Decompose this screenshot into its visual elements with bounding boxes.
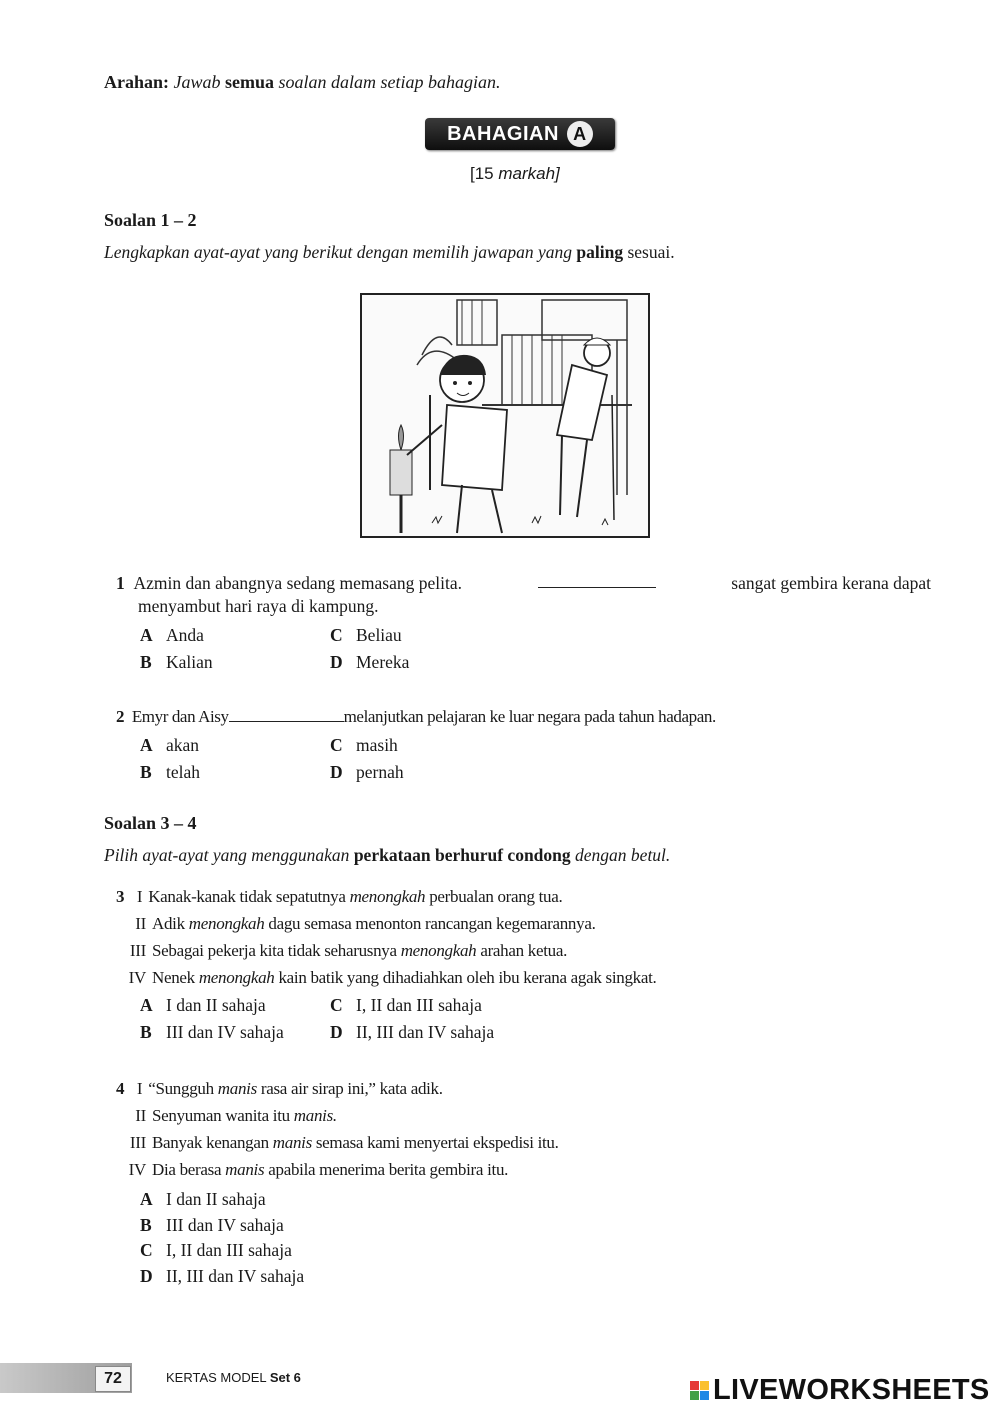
q4-statements-2-roman: III [129,1133,146,1152]
q2-options-2-text: telah [166,762,201,782]
q1-options-0-text: Anda [166,625,204,645]
q3-statements-1-b: dagu semasa menonton rancangan kegemarannya. [268,914,596,933]
group2-title: Soalan 3 – 4 [104,813,197,833]
q3-options-3-letter: D [330,1022,343,1042]
q2-options-3-text: pernah [356,762,404,782]
instruction-label: Arahan: [104,72,170,92]
q4-options-0-text: I dan II sahaja [166,1189,266,1209]
footer-label: KERTAS MODEL [166,1370,267,1385]
option-a[interactable] [140,625,330,646]
q1-options-1-text: Beliau [356,625,402,645]
group1-instr_c: sesuai. [627,242,675,262]
q3-statements-0-roman: I [136,887,143,906]
illustration [360,293,650,538]
option-d[interactable] [330,762,540,783]
answer-blank[interactable] [229,709,344,722]
footer-label [166,1370,301,1385]
footer-set: Set 6 [269,1370,301,1385]
q4-options-3-text: II, III dan IV sahaja [166,1265,305,1286]
q4-options-3-letter: D [140,1265,153,1286]
section-marks_num: [15 [470,164,494,183]
q2-options-0-letter: A [140,735,153,755]
question-3 [116,883,656,991]
option-b[interactable] [140,1213,304,1239]
liveworksheets-brand [690,1374,990,1407]
option-c[interactable] [330,735,540,756]
q2-options-0-text: akan [166,735,200,755]
q4-statements-1-word: manis. [293,1106,337,1125]
q2-num: 2 [116,707,125,726]
q4-statements-3-a: Dia berasa [152,1160,222,1179]
q4-options-2-text: I, II dan III sahaja [166,1240,292,1260]
group2-instr_b: perkataan berhuruf condong [353,845,571,865]
section-marks_word: markah] [498,164,560,183]
q2-options-2-letter: B [140,762,152,782]
q1-text_b: sangat gembira kerana dapat [731,573,931,593]
q4-statements-0-word: manis [217,1079,257,1098]
group1-title: Soalan 1 – 2 [104,210,197,230]
group1-instr_b: paling [576,242,624,262]
section-marks [470,164,560,184]
group2-instr_a: Pilih ayat-ayat yang menggunakan [104,845,350,865]
q3-statements-0-b: perbualan orang tua. [429,887,563,906]
q3-statements-2-a: Sebagai pekerja kita tidak seharusnya [152,941,397,960]
liveworksheets-logo-icon [690,1381,709,1400]
instruction-t2: semua [225,72,275,92]
q4-statements-0-b: rasa air sirap ini,” kata adik. [260,1079,443,1098]
q3-num: 3 [116,887,125,906]
page-number: 72 [95,1366,131,1392]
q3-statements-0-a: Kanak-kanak tidak sepatutnya [148,887,346,906]
instruction-t1: Jawab [173,72,221,92]
q1-options-2-letter: B [140,652,152,672]
q2-text_b: melanjutkan pelajaran ke luar negara pada tahun hadapan. [343,707,716,726]
question-1 [116,573,931,617]
q1-options-0-letter: A [140,625,153,645]
option-c[interactable] [140,1238,304,1264]
q1-options [140,625,540,673]
option-a[interactable] [140,995,330,1016]
question-4 [116,1075,559,1183]
q4-statements-3-word: manis [225,1160,265,1179]
q3-options-2-text: III dan IV sahaja [166,1022,284,1042]
option-c[interactable] [330,625,540,646]
q4-statements-1-a: Senyuman wanita itu [152,1106,290,1125]
q4-options-1-text: III dan IV sahaja [166,1214,284,1235]
option-d[interactable] [330,1022,560,1043]
q3-options [140,995,560,1043]
option-b[interactable] [140,1022,330,1043]
q3-statements-3-word: menongkah [198,968,275,987]
q2-text_a: Emyr dan Aisy [131,707,229,726]
instruction-t3: soalan dalam setiap bahagian. [278,72,501,92]
instruction-line [104,72,501,93]
q3-statements-2-word: menongkah [400,941,477,960]
answer-blank[interactable] [538,573,656,588]
q4-statements-2-b: semasa kami menyertai ekspedisi itu. [315,1133,559,1152]
section-banner [425,118,615,150]
footer-brand: LIVEWORKSHEETS [713,1374,990,1406]
q4-num: 4 [116,1079,125,1098]
option-a[interactable] [140,735,330,756]
option-b[interactable] [140,652,330,673]
q3-statements-1-word: menongkah [188,914,265,933]
q3-options-1-text: I, II dan III sahaja [356,995,482,1015]
q3-options-3-text: II, III dan IV sahaja [356,1022,495,1042]
option-d[interactable] [330,652,540,673]
q4-statements-0-a: “Sungguh [148,1079,214,1098]
q1-text_c: menyambut hari raya di kampung. [138,596,379,616]
q3-options-0-text: I dan II sahaja [166,995,266,1015]
q3-statements-3-a: Nenek [152,968,195,987]
q4-options-1-letter: B [140,1214,152,1235]
q4-statements-1-roman: II [135,1106,146,1125]
q4-statements-2-a: Banyak kenangan [152,1133,269,1152]
group1-instr_a: Lengkapkan ayat-ayat yang berikut dengan memilih jawapan yang [104,242,573,262]
q1-options-3-letter: D [330,652,343,672]
q1-num: 1 [116,573,125,593]
q4-options [140,1187,304,1289]
q4-options-0-letter: A [140,1189,153,1209]
q2-options-1-text: masih [356,735,398,755]
group2-instruction [104,845,670,866]
q4-statements-3-roman: IV [128,1160,146,1179]
option-a[interactable] [140,1187,304,1213]
q3-statements-3-b: kain batik yang dihadiahkan oleh ibu kerana agak singkat. [278,968,657,987]
q1-options-1-letter: C [330,625,343,645]
option-b[interactable] [140,762,330,783]
q3-statements-0-word: menongkah [349,887,426,906]
q2-options [140,735,540,783]
q1-text_a: Azmin dan abangnya sedang memasang pelita. [133,573,463,593]
question-2 [116,707,716,727]
q3-statements-2-b: arahan ketua. [480,941,568,960]
section-name: BAHAGIAN [447,122,559,145]
q4-statements-0-roman: I [136,1079,143,1098]
q4-statements-3-b: apabila menerima berita gembira itu. [268,1160,509,1179]
option-c[interactable] [330,995,560,1016]
q1-options-3-text: Mereka [356,652,410,672]
q4-statements-2-word: manis [272,1133,312,1152]
q2-options-1-letter: C [330,735,343,755]
group2-instr_c: dengan betul. [575,845,671,865]
q3-statements-1-roman: II [135,914,146,933]
q3-statements-2-roman: III [129,941,146,960]
illustration-drawing [362,295,648,536]
q4-options-2-letter: C [140,1240,153,1260]
option-d[interactable] [140,1264,304,1290]
q3-options-0-letter: A [140,995,153,1015]
group1-instruction [104,242,675,263]
q3-options-2-letter: B [140,1022,152,1042]
q1-options-2-text: Kalian [166,652,213,672]
q3-options-1-letter: C [330,995,343,1015]
section-letter-badge: A [567,121,593,147]
q2-options-3-letter: D [330,762,343,782]
q3-statements-3-roman: IV [128,968,146,987]
q3-statements-1-a: Adik [152,914,185,933]
